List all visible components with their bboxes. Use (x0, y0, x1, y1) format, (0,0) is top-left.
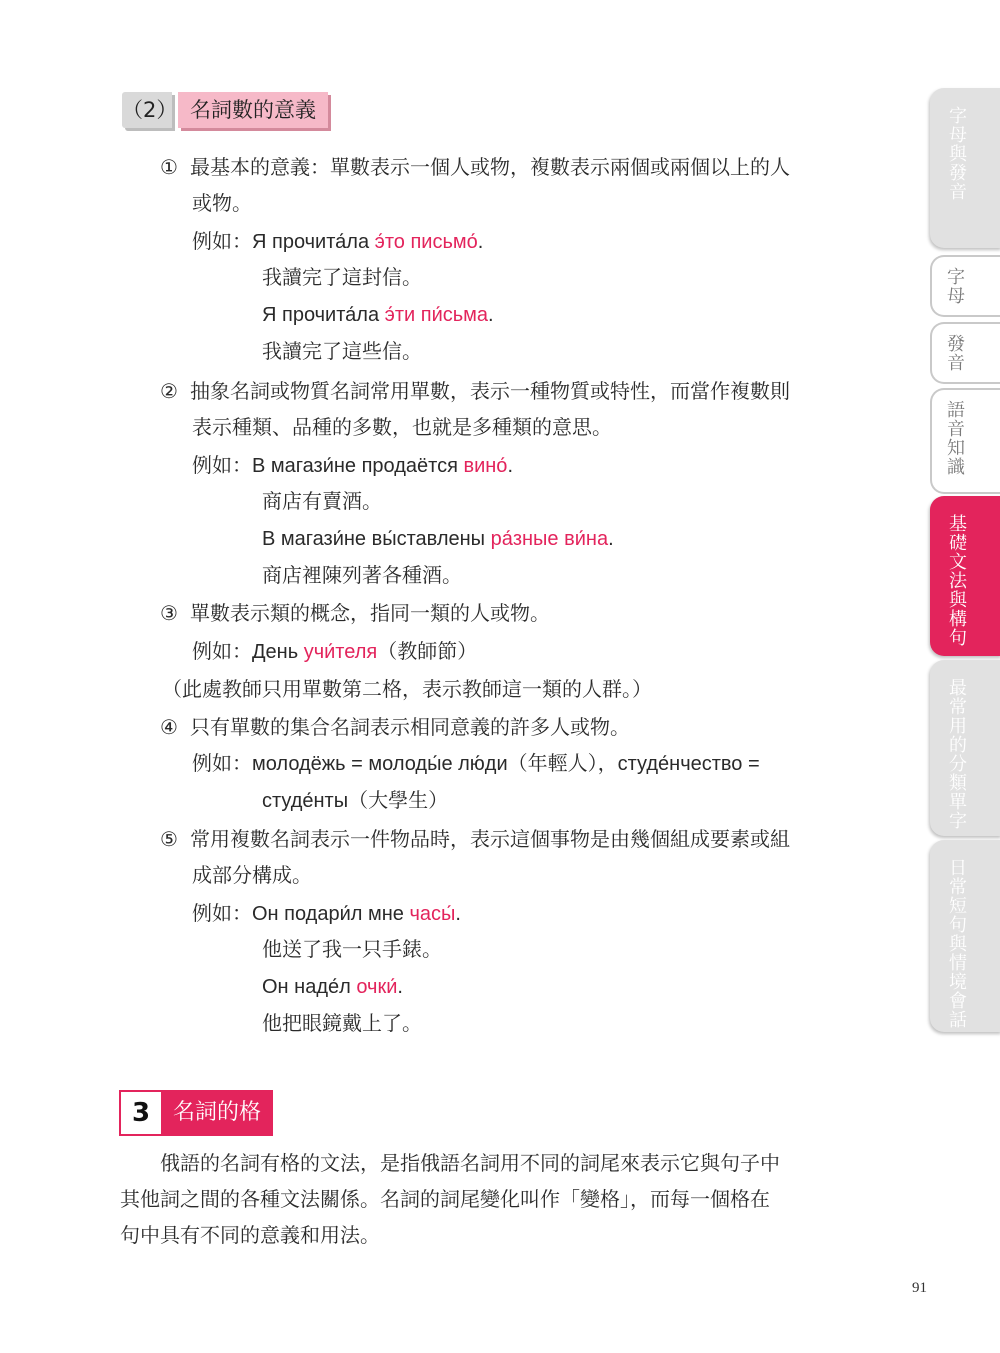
item-5-line-1: ⑤ 常用複數名詞表示一件物品時，表示這個事物是由幾個組成要素或組 (160, 824, 790, 854)
subsection-title: 名詞數的意義 (178, 92, 328, 128)
highlighted-word: учи́теля (303, 641, 378, 663)
tab-label: 字母 (944, 267, 965, 305)
item-5-example-2: Он наде́л очки́. (262, 976, 403, 998)
item-2-translation-2: 商店裡陳列著各種酒。 (262, 563, 462, 587)
tab-label: 發音 (944, 334, 965, 372)
item-4-example-2: студе́нты（大學生） (262, 790, 449, 812)
highlighted-word: часы́ (409, 903, 456, 925)
tab-label: 日常短句與情境會話 (946, 858, 967, 1029)
section-paragraph-line-3: 句中具有不同的意義和用法。 (120, 1223, 380, 1247)
item-1-example-2: Я прочита́ла э́ти пи́сьма. (262, 304, 494, 326)
tab-label: 基礎文法與構句 (946, 514, 967, 647)
item-marker: ① (160, 155, 178, 179)
subsection-number: （2） (122, 92, 172, 128)
tab-common-vocabulary[interactable] (930, 660, 1000, 836)
tab-daily-phrases[interactable] (930, 840, 1000, 1032)
item-1-translation-1: 我讀完了這封信。 (262, 265, 422, 289)
item-3-example-1: 例如：День учи́теля（教師節） (192, 639, 478, 663)
highlighted-word: э́ти пи́сьма (384, 304, 489, 326)
item-4-line-1: ④ 只有單數的集合名詞表示相同意義的許多人或物。 (160, 712, 630, 742)
subsection-heading (122, 92, 328, 132)
highlighted-word: очки́ (356, 976, 398, 998)
section-number: 3 (119, 1090, 161, 1136)
tab-pronunciation[interactable] (930, 322, 1000, 384)
item-3-note: （此處教師只用單數第二格，表示教師這一類的人群。） (162, 677, 652, 701)
example-label: 例如： (192, 901, 252, 925)
item-2-line-1: ② 抽象名詞或物質名詞常用單數，表示一種物質或特性，而當作複數則 (160, 376, 790, 406)
item-5-translation-2: 他把眼鏡戴上了。 (262, 1011, 422, 1035)
example-label: 例如： (192, 639, 252, 663)
item-5-line-2: 成部分構成。 (192, 863, 312, 887)
item-2-example-2: В магази́не вы́ставлены ра́зные ви́на. (262, 528, 614, 550)
tab-letters-and-pronunciation[interactable] (930, 88, 1000, 248)
item-marker: ⑤ (160, 827, 178, 851)
tab-basic-grammar[interactable] (930, 496, 1000, 656)
tab-label: 字母與發音 (946, 106, 967, 201)
item-marker: ③ (160, 601, 178, 625)
tab-label: 最常用的分類單字 (946, 678, 967, 830)
tab-label: 語音知識 (944, 400, 965, 476)
item-5-example-1: 例如：Он подари́л мне часы́. (192, 901, 461, 925)
item-4-example-1: 例如：молодёжь = молоды́е лю́ди（年輕人），студе́нчество = (192, 751, 760, 775)
item-5-translation-1: 他送了我一只手錶。 (262, 937, 442, 961)
item-2-line-2: 表示種類、品種的多數，也就是多種類的意思。 (192, 415, 612, 439)
item-3-line-1: ③ 單數表示類的概念，指同一類的人或物。 (160, 598, 550, 628)
highlighted-word: вино́ (463, 455, 508, 477)
example-label: 例如： (192, 229, 252, 253)
example-label: 例如： (192, 453, 252, 477)
highlighted-word: ра́зные ви́на (490, 528, 609, 550)
item-marker: ④ (160, 715, 178, 739)
item-2-example-1: 例如：В магази́не продаётся вино́. (192, 453, 513, 477)
highlighted-word: э́то письмо́ (374, 231, 478, 253)
section-paragraph-line-1: 俄語的名詞有格的文法，是指俄語名詞用不同的詞尾來表示它與句子中 (120, 1151, 780, 1175)
section-paragraph-line-2: 其他詞之間的各種文法關係。名詞的詞尾變化叫作「變格」，而每一個格在 (120, 1187, 770, 1211)
tab-phonetics[interactable] (930, 388, 1000, 494)
item-2-translation-1: 商店有賣酒。 (262, 489, 382, 513)
item-1-translation-2: 我讀完了這些信。 (262, 339, 422, 363)
item-marker: ② (160, 379, 178, 403)
page-number: 91 (912, 1280, 927, 1296)
item-1-line-1: ① 最基本的意義：單數表示一個人或物，複數表示兩個或兩個以上的人 (160, 152, 790, 182)
section-heading (119, 1090, 273, 1136)
tab-letters[interactable] (930, 255, 1000, 317)
item-1-example-1: 例如：Я прочита́ла э́то письмо́. (192, 229, 484, 253)
section-title: 名詞的格 (161, 1090, 273, 1136)
item-1-line-2: 或物。 (192, 191, 252, 215)
example-label: 例如： (192, 751, 252, 775)
